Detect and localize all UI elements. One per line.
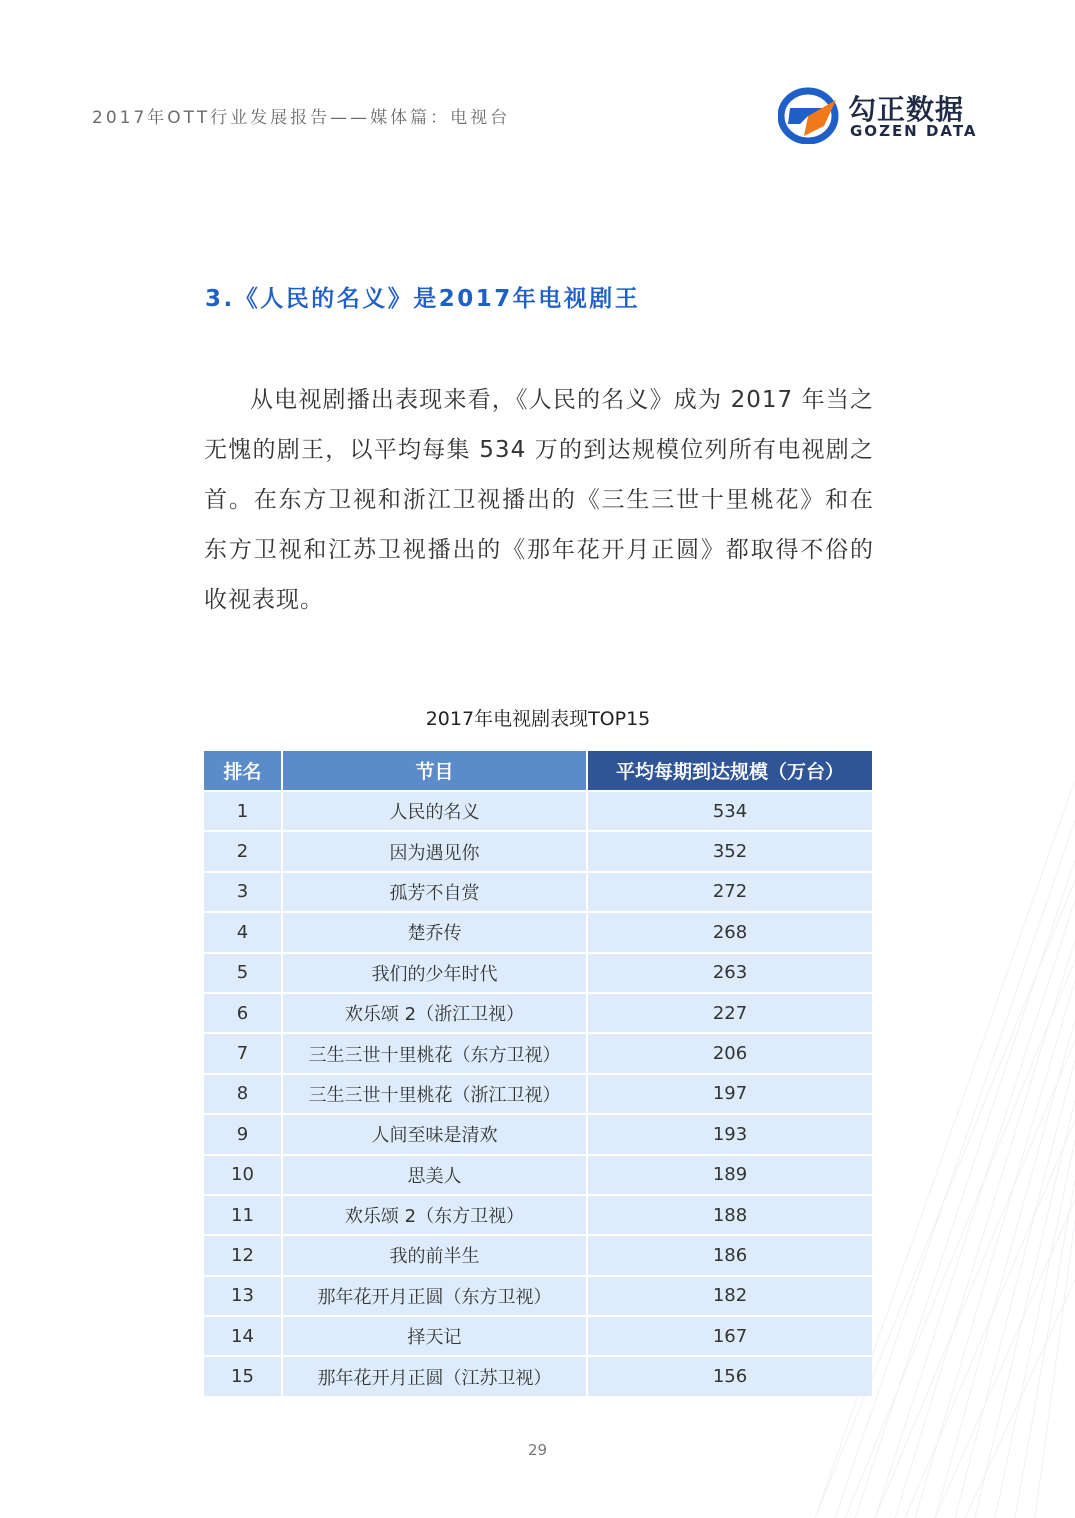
reach-cell: 263 [587,953,872,993]
program-cell: 我们的少年时代 [282,953,587,993]
rank-cell: 13 [204,1276,282,1316]
rank-cell: 8 [204,1074,282,1114]
logo-english-text: GOZEN DATA [850,122,978,140]
table-header-row [204,751,872,791]
rank-cell: 6 [204,993,282,1033]
report-header-title: 2017年OTT行业发展报告——媒体篇：电视台 [92,108,511,128]
table-row [204,831,872,871]
program-cell: 三生三世十里桃花（东方卫视） [282,1033,587,1073]
reach-cell: 534 [587,791,872,831]
table-row [204,1316,872,1356]
gozen-logo-icon [778,86,842,144]
page-number: 29 [527,1441,548,1459]
program-cell: 欢乐颂 2（浙江卫视） [282,993,587,1033]
table-row [204,993,872,1033]
program-cell: 择天记 [282,1316,587,1356]
program-cell: 那年花开月正圆（东方卫视） [282,1276,587,1316]
table-row [204,791,872,831]
header-rank: 排名 [204,751,282,791]
company-logo [778,86,978,146]
program-cell: 三生三世十里桃花（浙江卫视） [282,1074,587,1114]
table-row [204,912,872,952]
header-reach: 平均每期到达规模（万台） [587,751,872,791]
logo-chinese-text: 勾正数据 [848,93,965,126]
program-cell: 楚乔传 [282,912,587,952]
drama-ranking-table [204,751,872,1396]
table-row [204,1033,872,1073]
program-cell: 孤芳不自赏 [282,872,587,912]
table-row [204,1235,872,1275]
reach-cell: 193 [587,1114,872,1154]
rank-cell: 5 [204,953,282,993]
table-row [204,1074,872,1114]
table-caption: 2017年电视剧表现TOP15 [425,708,651,730]
program-cell: 因为遇见你 [282,831,587,871]
table-row [204,1155,872,1195]
rank-cell: 11 [204,1195,282,1235]
rank-cell: 10 [204,1155,282,1195]
rank-cell: 2 [204,831,282,871]
reach-cell: 189 [587,1155,872,1195]
header-program: 节目 [282,751,587,791]
rank-cell: 4 [204,912,282,952]
table-row [204,1276,872,1316]
program-cell: 欢乐颂 2（东方卫视） [282,1195,587,1235]
rank-cell: 12 [204,1235,282,1275]
table-row [204,953,872,993]
reach-cell: 272 [587,872,872,912]
reach-cell: 167 [587,1316,872,1356]
table-row [204,1356,872,1395]
rank-cell: 14 [204,1316,282,1356]
reach-cell: 188 [587,1195,872,1235]
section-heading: 3.《人民的名义》是2017年电视剧王 [205,286,641,312]
table-row [204,872,872,912]
reach-cell: 206 [587,1033,872,1073]
reach-cell: 182 [587,1276,872,1316]
rank-cell: 9 [204,1114,282,1154]
reach-cell: 352 [587,831,872,871]
reach-cell: 268 [587,912,872,952]
program-cell: 我的前半生 [282,1235,587,1275]
program-cell: 人间至味是清欢 [282,1114,587,1154]
table-row [204,1114,872,1154]
program-cell: 人民的名义 [282,791,587,831]
reach-cell: 197 [587,1074,872,1114]
rank-cell: 7 [204,1033,282,1073]
program-cell: 那年花开月正圆（江苏卫视） [282,1356,587,1395]
rank-cell: 1 [204,791,282,831]
program-cell: 思美人 [282,1155,587,1195]
rank-cell: 15 [204,1356,282,1395]
table-row [204,1195,872,1235]
rank-cell: 3 [204,872,282,912]
reach-cell: 227 [587,993,872,1033]
reach-cell: 186 [587,1235,872,1275]
reach-cell: 156 [587,1356,872,1395]
body-paragraph: 从电视剧播出表现来看，《人民的名义》成为 2017 年当之无愧的剧王，以平均每集 534 万的到达规模位列所有电视剧之首。在东方卫视和浙江卫视播出的《三生三世十里桃花》和在东方卫视和江苏卫视播出的《那年花开月正圆》都取得不俗的收视表现。 [204,387,874,613]
